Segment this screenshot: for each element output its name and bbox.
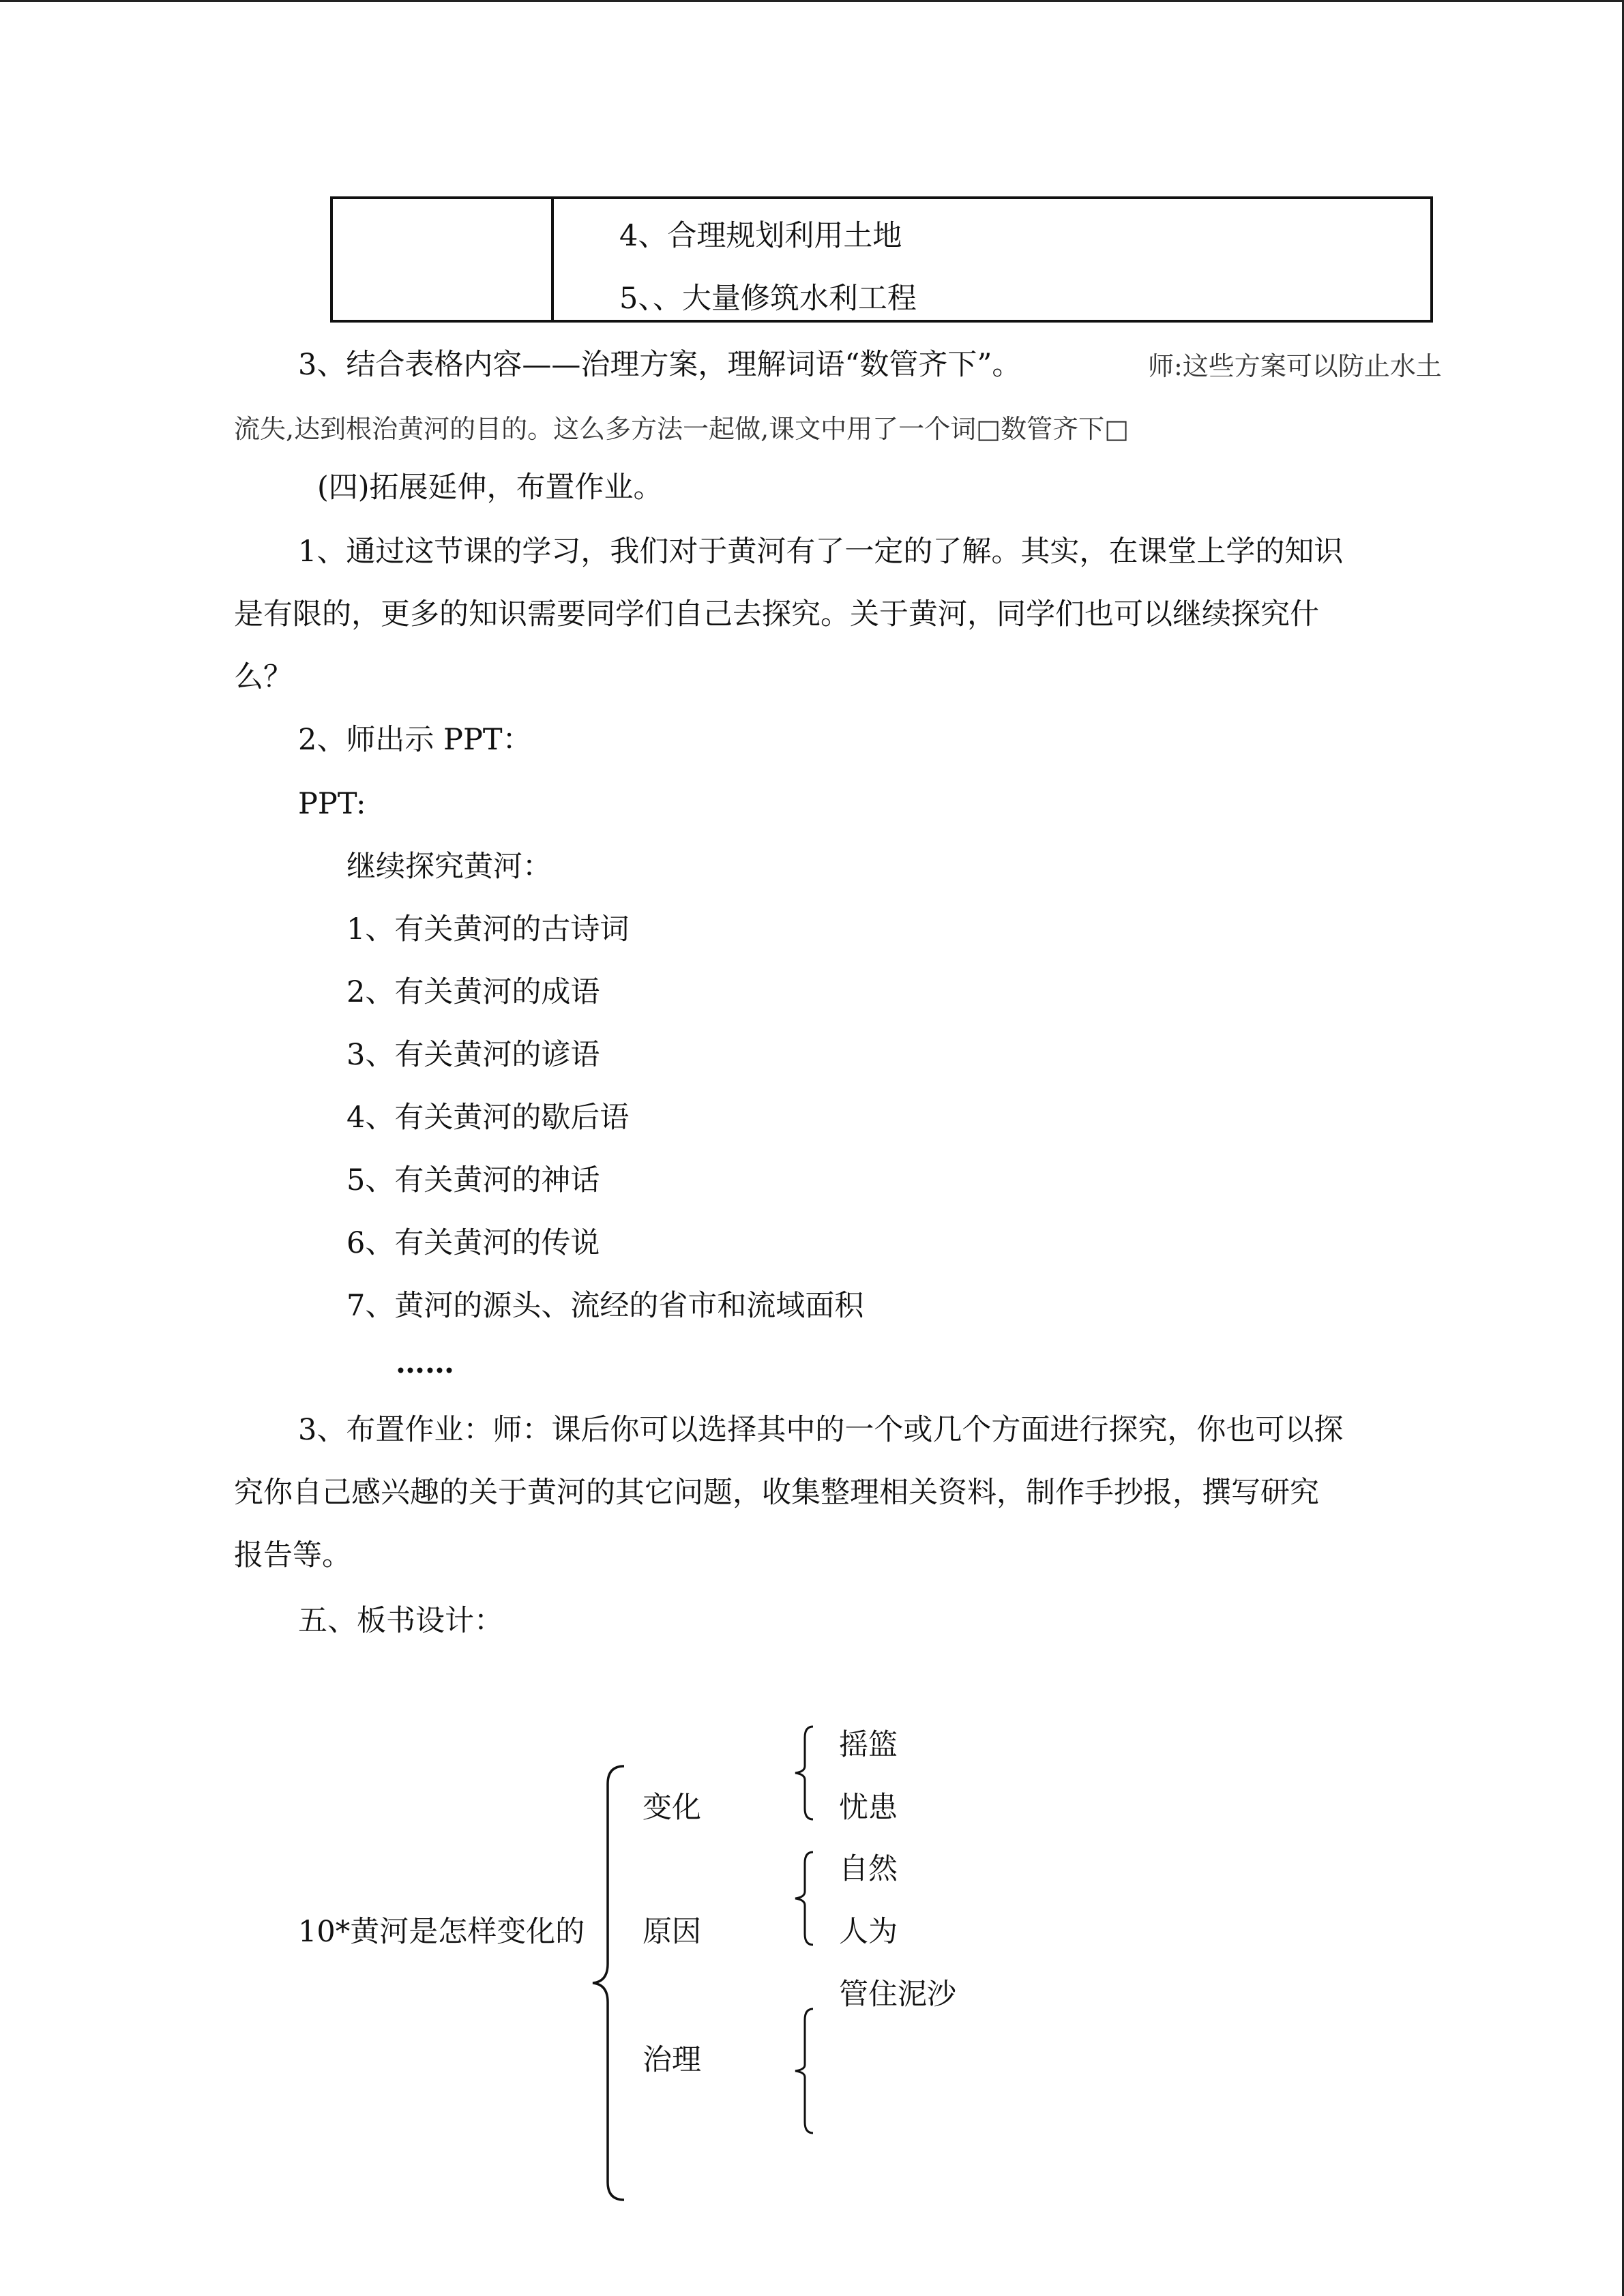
- board-leaf: 人为: [839, 1915, 898, 1949]
- board-leaf: 忧患: [839, 1791, 898, 1825]
- paragraph-3-main: 3、结合表格内容——治理方案，理解词语“数管齐下”。: [298, 348, 1022, 382]
- paragraph-3-note: 师:这些方案可以防止水土: [1148, 351, 1442, 381]
- paragraph-1-line: 1、通过这节课的学习，我们对于黄河有了一定的了解。其实，在课堂上学的知识: [298, 535, 1344, 569]
- board-branch-label: 原因: [643, 1915, 701, 1949]
- board-leaf: 自然: [839, 1852, 898, 1886]
- ppt-item: 5、有关黄河的神话: [346, 1163, 600, 1197]
- ppt-item: 4、有关黄河的歇后语: [346, 1101, 630, 1135]
- table-column-divider: [551, 199, 554, 320]
- board-leaf: 摇篮: [839, 1728, 898, 1762]
- assignment-line: 究你自己感兴趣的关于黄河的其它问题，收集整理相关资料，制作手抄报，撰写研究: [234, 1476, 1319, 1510]
- paragraph-1-line: 么？: [234, 660, 293, 694]
- ppt-item: 2、有关黄河的成语: [346, 975, 600, 1009]
- board-brace-governance: [791, 2006, 818, 2136]
- board-brace-change: [791, 1724, 818, 1822]
- section-4-heading: (四)拓展延伸，布置作业。: [317, 471, 663, 505]
- ppt-item: 3、有关黄河的谚语: [346, 1038, 600, 1072]
- page-top-border: [0, 0, 1624, 2]
- table-row: 5、、大量修筑水利工程: [619, 282, 917, 316]
- table-row: 4、合理规划利用土地: [619, 219, 902, 253]
- section-5-heading: 五、板书设计：: [298, 1604, 503, 1638]
- ppt-ellipsis: ……: [396, 1346, 454, 1380]
- board-leaf: 管住泥沙: [839, 1978, 956, 2012]
- paragraph-1-line: 是有限的，更多的知识需要同学们自己去探究。关于黄河，同学们也可以继续探究什: [234, 597, 1319, 631]
- ppt-title: 继续探究黄河：: [346, 850, 552, 884]
- board-title: 10*黄河是怎样变化的: [298, 1915, 585, 1949]
- paragraph-2: 2、师出示 PPT：: [298, 723, 532, 757]
- ppt-item: 7、黄河的源头、流经的省市和流域面积: [346, 1289, 864, 1323]
- ppt-item: 6、有关黄河的传说: [346, 1226, 600, 1260]
- paragraph-3-note-continued: 流失,达到根治黄河的目的。这么多方法一起做,课文中用了一个词□数管齐下□: [234, 414, 1129, 444]
- board-main-brace: [590, 1765, 631, 2201]
- board-brace-cause: [791, 1849, 818, 1948]
- assignment-line: 3、布置作业：师：课后你可以选择其中的一个或几个方面进行探究，你也可以探: [298, 1413, 1344, 1447]
- board-branch-label: 治理: [643, 2043, 701, 2077]
- board-branch-label: 变化: [643, 1791, 701, 1825]
- ppt-label: PPT:: [298, 787, 366, 821]
- ppt-item: 1、有关黄河的古诗词: [346, 912, 630, 946]
- assignment-line: 报告等。: [234, 1538, 351, 1572]
